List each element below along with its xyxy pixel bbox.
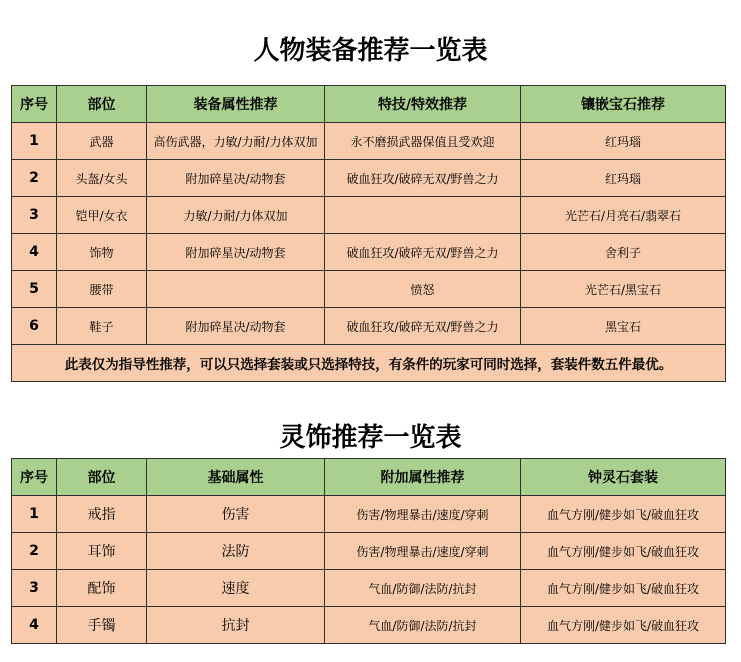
lingshi-table-title: 灵饰推荐一览表 <box>279 423 462 453</box>
row-slot: 腰带 <box>57 271 147 308</box>
row-gems: 红玛瑙 <box>521 160 726 197</box>
row-slot: 铠甲/女衣 <box>57 197 147 234</box>
row-extra-attributes: 气血/防御/法防/抗封 <box>325 607 521 644</box>
row-stone-set: 血气方刚/健步如飞/破血狂攻 <box>521 570 726 607</box>
row-attributes: 力敏/力耐/力体双加 <box>147 197 325 234</box>
row-index: 4 <box>12 607 57 644</box>
header-index: 序号 <box>12 86 57 123</box>
equipment-table-title: 人物装备推荐一览表 <box>253 36 488 66</box>
note-row <box>12 345 726 382</box>
equipment-header-row <box>12 86 726 123</box>
row-index: 2 <box>12 533 57 570</box>
row-extra-attributes: 伤害/物理暴击/速度/穿刺 <box>325 496 521 533</box>
row-skills: 愤怒 <box>325 271 521 308</box>
row-slot: 戒指 <box>57 496 147 533</box>
table-row <box>12 496 726 533</box>
table-row <box>12 160 726 197</box>
row-attributes <box>147 271 325 308</box>
row-skills: 破血狂攻/破碎无双/野兽之力 <box>325 160 521 197</box>
row-gems: 光芒石/黑宝石 <box>521 271 726 308</box>
header-stone-set: 钟灵石套装 <box>521 459 726 496</box>
row-base-attribute: 速度 <box>147 570 325 607</box>
row-stone-set: 血气方刚/健步如飞/破血狂攻 <box>521 496 726 533</box>
lingshi-table <box>11 458 726 644</box>
row-skills <box>325 197 521 234</box>
row-attributes: 附加碎星决/动物套 <box>147 234 325 271</box>
row-attributes: 附加碎星决/动物套 <box>147 160 325 197</box>
row-index: 1 <box>12 123 57 160</box>
header-index: 序号 <box>12 459 57 496</box>
table-row <box>12 570 726 607</box>
row-index: 5 <box>12 271 57 308</box>
row-stone-set: 血气方刚/健步如飞/破血狂攻 <box>521 533 726 570</box>
row-stone-set: 血气方刚/健步如飞/破血狂攻 <box>521 607 726 644</box>
row-index: 3 <box>12 197 57 234</box>
header-attributes: 装备属性推荐 <box>147 86 325 123</box>
header-base-attribute: 基础属性 <box>147 459 325 496</box>
header-slot: 部位 <box>57 459 147 496</box>
lingshi-header-row <box>12 459 726 496</box>
table-row <box>12 607 726 644</box>
row-slot: 耳饰 <box>57 533 147 570</box>
table-row <box>12 308 726 345</box>
table-row <box>12 271 726 308</box>
table-row <box>12 234 726 271</box>
header-gems: 镶嵌宝石推荐 <box>521 86 726 123</box>
equipment-table <box>11 85 726 382</box>
header-slot: 部位 <box>57 86 147 123</box>
row-gems: 舍利子 <box>521 234 726 271</box>
table-row <box>12 533 726 570</box>
row-index: 3 <box>12 570 57 607</box>
row-extra-attributes: 气血/防御/法防/抗封 <box>325 570 521 607</box>
row-slot: 武器 <box>57 123 147 160</box>
row-extra-attributes: 伤害/物理暴击/速度/穿刺 <box>325 533 521 570</box>
row-index: 2 <box>12 160 57 197</box>
row-base-attribute: 伤害 <box>147 496 325 533</box>
row-gems: 红玛瑙 <box>521 123 726 160</box>
row-slot: 饰物 <box>57 234 147 271</box>
row-base-attribute: 抗封 <box>147 607 325 644</box>
row-attributes: 高伤武器，力敏/力耐/力体双加 <box>147 123 325 160</box>
row-skills: 破血狂攻/破碎无双/野兽之力 <box>325 234 521 271</box>
row-gems: 光芒石/月亮石/翡翠石 <box>521 197 726 234</box>
row-slot: 鞋子 <box>57 308 147 345</box>
row-attributes: 附加碎星决/动物套 <box>147 308 325 345</box>
row-slot: 手镯 <box>57 607 147 644</box>
row-slot: 配饰 <box>57 570 147 607</box>
row-skills: 破血狂攻/破碎无双/野兽之力 <box>325 308 521 345</box>
row-index: 6 <box>12 308 57 345</box>
recommendation-note: 此表仅为指导性推荐，可以只选择套装或只选择特技，有条件的玩家可同时选择，套装件数五件最优。 <box>12 345 726 382</box>
row-index: 1 <box>12 496 57 533</box>
row-gems: 黑宝石 <box>521 308 726 345</box>
table-row <box>12 197 726 234</box>
table-row <box>12 123 726 160</box>
header-skills: 特技/特效推荐 <box>325 86 521 123</box>
row-index: 4 <box>12 234 57 271</box>
row-base-attribute: 法防 <box>147 533 325 570</box>
row-slot: 头盔/女头 <box>57 160 147 197</box>
row-skills: 永不磨损武器保值且受欢迎 <box>325 123 521 160</box>
header-extra-attributes: 附加属性推荐 <box>325 459 521 496</box>
